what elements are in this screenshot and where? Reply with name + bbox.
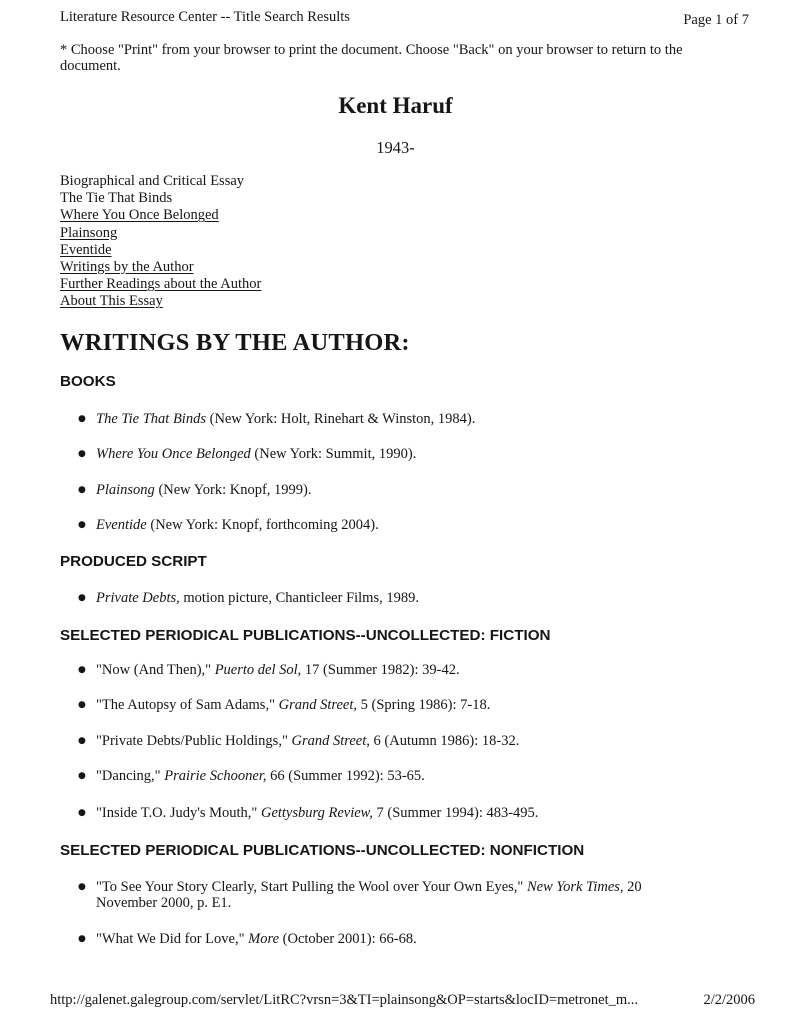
table-of-contents: [60, 173, 261, 311]
bullet-icon: ●: [78, 520, 86, 530]
print-header-title: Literature Resource Center -- Title Search Results: [60, 9, 350, 25]
toc-item-plainsong[interactable]: Plainsong: [60, 224, 118, 241]
bullet-icon: ●: [78, 934, 86, 944]
list-item: ● "Dancing," Prairie Schooner, 66 (Summer 1992): 53-65.: [78, 768, 425, 784]
list-item: ● "To See Your Story Clearly, Start Pulling the Wool over Your Own Eyes," New York Times, 20 November 2000, p. E1.: [78, 879, 642, 911]
toc-item-writings-by-author[interactable]: Writings by the Author: [60, 259, 194, 276]
bullet-icon: ●: [78, 449, 86, 459]
list-item: ● Eventide (New York: Knopf, forthcoming 2004).: [78, 517, 379, 533]
toc-item-biographical-essay[interactable]: Biographical and Critical Essay: [60, 173, 245, 189]
fiction-heading: SELECTED PERIODICAL PUBLICATIONS--UNCOLLECTED: FICTION: [60, 627, 551, 644]
toc-item-further-readings[interactable]: Further Readings about the Author: [60, 276, 262, 293]
bullet-icon: ●: [78, 771, 86, 781]
list-item: ● The Tie That Binds (New York: Holt, Rinehart & Winston, 1984).: [78, 411, 476, 427]
toc-item-where-you-once-belonged[interactable]: Where You Once Belonged: [60, 207, 219, 224]
bullet-icon: ●: [78, 414, 86, 424]
books-heading: BOOKS: [60, 373, 116, 390]
print-instructions: * Choose "Print" from your browser to print the document. Choose "Back" on your browser to return to the document.: [60, 42, 683, 74]
list-item: ● "Private Debts/Public Holdings," Grand Street, 6 (Autumn 1986): 18-32.: [78, 733, 520, 749]
bullet-icon: ●: [78, 593, 86, 603]
bullet-icon: ●: [78, 700, 86, 710]
list-item: ● "The Autopsy of Sam Adams," Grand Street, 5 (Spring 1986): 7-18.: [78, 697, 491, 713]
writings-heading: WRITINGS BY THE AUTHOR:: [60, 329, 410, 356]
author-name: Kent Haruf: [338, 93, 453, 118]
author-years: 1943-: [376, 138, 415, 157]
footer-date: 2/2/2006: [703, 992, 755, 1008]
list-item: ● Where You Once Belonged (New York: Summit, 1990).: [78, 446, 417, 462]
bullet-icon: ●: [78, 882, 86, 892]
bullet-icon: ●: [78, 665, 86, 675]
list-item: ● Plainsong (New York: Knopf, 1999).: [78, 482, 312, 498]
list-item: ● "Inside T.O. Judy's Mouth," Gettysburg Review, 7 (Summer 1994): 483-495.: [78, 805, 539, 821]
list-item: ● Private Debts, motion picture, Chanticleer Films, 1989.: [78, 590, 419, 606]
toc-item-eventide[interactable]: Eventide: [60, 241, 112, 258]
produced-script-heading: PRODUCED SCRIPT: [60, 553, 207, 570]
list-item: ● "What We Did for Love," More (October 2001): 66-68.: [78, 931, 417, 947]
page-number: Page 1 of 7: [683, 12, 749, 28]
toc-item-about-this-essay[interactable]: About This Essay: [60, 293, 163, 310]
bullet-icon: ●: [78, 736, 86, 746]
bullet-icon: ●: [78, 485, 86, 495]
footer-url: http://galenet.galegroup.com/servlet/LitRC?vrsn=3&TI=plainsong&OP=starts&locID=metronet_m...: [50, 992, 639, 1008]
nonfiction-heading: SELECTED PERIODICAL PUBLICATIONS--UNCOLLECTED: NONFICTION: [60, 842, 585, 859]
list-item: ● "Now (And Then)," Puerto del Sol, 17 (Summer 1982): 39-42.: [78, 662, 460, 678]
bullet-icon: ●: [78, 808, 86, 818]
toc-item-tie-that-binds[interactable]: The Tie That Binds: [60, 190, 173, 207]
